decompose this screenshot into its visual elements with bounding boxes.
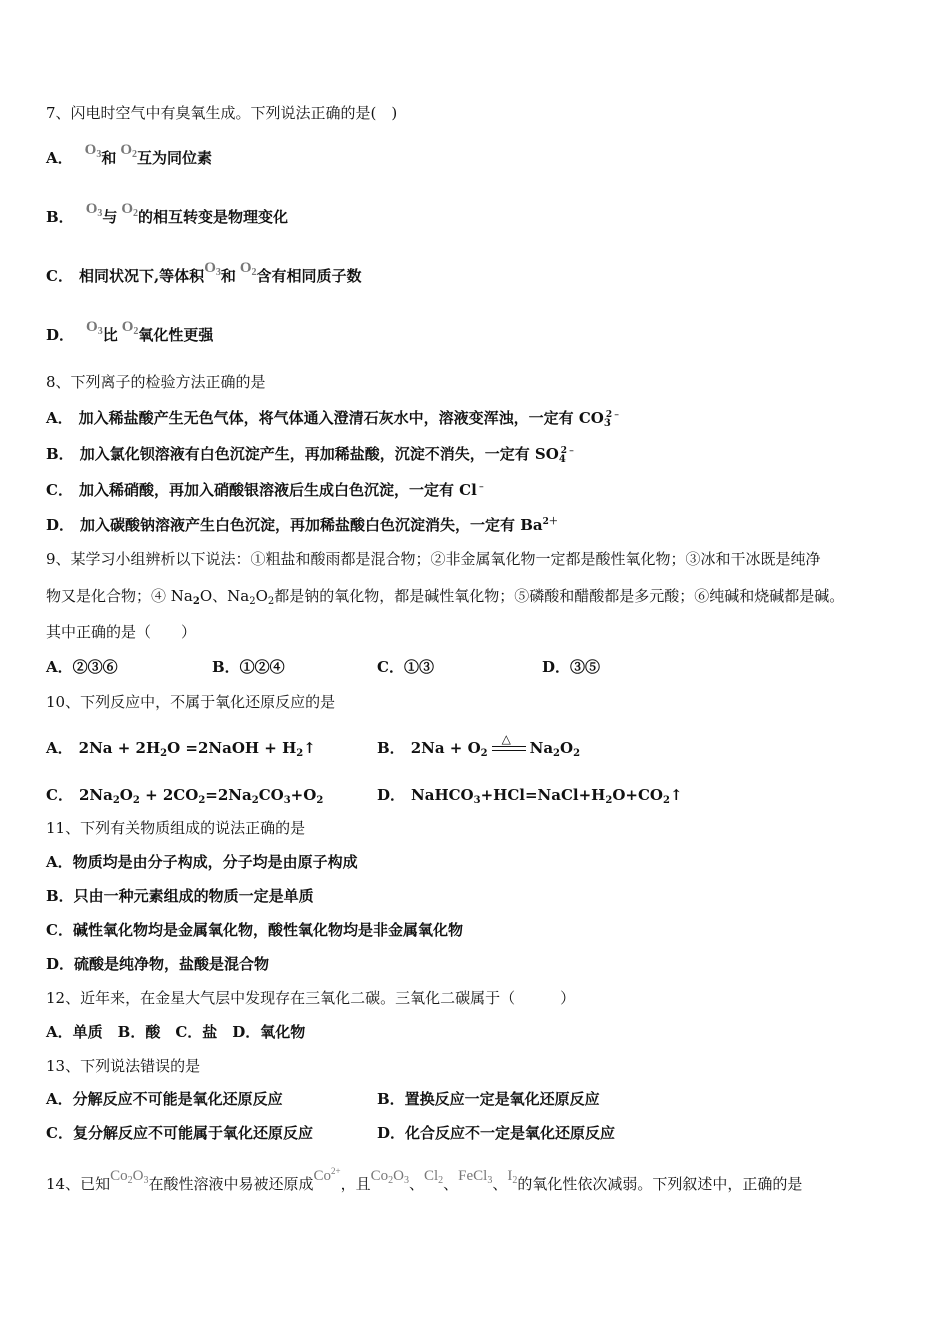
formula-co2o3: $Co_2O_3$ [110, 1168, 149, 1186]
q8-option-d: D． 加入碳酸钠溶液产生白色沉淀，再加稀盐酸白色沉淀消失，一定有 $Ba^{2+}$ [46, 516, 558, 534]
q7-option-a: A． $O_3$和 $O_2$互为同位素 [46, 142, 213, 167]
formula-co2o3: $Co_2O_3$ [370, 1168, 409, 1186]
q8-option-c: C． 加入稀硝酸，再加入硝酸银溶液后生成白色沉淀，一定有 Cl﹣ [46, 481, 486, 499]
q12-options: A．单质 B．酸 C．盐 D．氧化物 [46, 1023, 306, 1041]
q13-option-b: B．置换反应一定是氧化还原反应 [377, 1090, 600, 1108]
formula-cl2: $Cl_2$ [423, 1168, 444, 1186]
formula-co2plus: $Co^{2+}$ [313, 1166, 341, 1184]
q8-option-a: A． 加入稀盐酸产生无色气体，将气体通入澄清石灰水中，溶液变浑浊，一定有 $CO_3^{2﹣}$ [46, 409, 622, 429]
q7-option-c: C． 相同状况下,等体积$O_3$和 $O_2$含有相同质子数 [46, 260, 362, 285]
formula-i2: $I_2$ [507, 1168, 518, 1186]
q8-option-b: B． 加入氯化钡溶液有白色沉淀产生，再加稀盐酸，沉淀不消失，一定有 $SO_4^{2﹣}$ [46, 445, 577, 465]
q9-stem-line1: 9、某学习小组辨析以下说法：①粗盐和酸雨都是混合物；②非金属氧化物一定都是酸性氧化物；③冰和干冰既是纯净 [46, 550, 821, 568]
q13-option-c: C．复分解反应不可能属于氧化还原反应 [46, 1124, 313, 1142]
formula-o2: $O_2$ [121, 201, 139, 219]
q11-option-c: C．碱性氧化物均是金属氧化物，酸性氧化物均是非金属氧化物 [46, 921, 463, 939]
q11-option-d: D．硫酸是纯净物，盐酸是混合物 [46, 955, 270, 973]
q10-option-b: B． $2Na + O_2$ △ $Na_2O_2$ [377, 738, 580, 764]
q10-option-a: A． $2Na + 2H_2O$ =2NaOH + $H_2↑$ [46, 739, 316, 759]
heating-arrow [492, 732, 526, 759]
formula-o3: $O_3$ [84, 142, 102, 160]
formula-o3: $O_3$ [204, 260, 221, 278]
q10-option-d: D． $NaHCO_3+HCl=NaCl+H_2O+CO_2↑$ [377, 786, 683, 806]
q11-stem: 11、下列有关物质组成的说法正确的是 [46, 819, 306, 837]
q10-stem: 10、下列反应中，不属于氧化还原反应的是 [46, 693, 336, 711]
q13-option-d: D．化合反应不一定是氧化还原反应 [377, 1124, 616, 1142]
q10-option-c: C． $2Na_2O_2 + 2CO_2=2Na_2CO_3+O_2$ [46, 786, 324, 806]
q9-stem-line3: 其中正确的是（ ） [46, 623, 197, 641]
heat-triangle-icon: △ [501, 732, 511, 746]
q11-option-b: B．只由一种元素组成的物质一定是单质 [46, 887, 314, 905]
q13-option-a: A．分解反应不可能是氧化还原反应 [46, 1090, 283, 1108]
formula-o2: $O_2$ [239, 260, 257, 278]
formula-o3: $O_3$ [86, 319, 103, 337]
q13-stem: 13、下列说法错误的是 [46, 1057, 201, 1075]
q9-option-c: C．①③ [377, 658, 434, 676]
q12-stem: 12、近年来，在金星大气层中发现存在三氧化二碳。三氧化二碳属于（ ） [46, 989, 576, 1007]
formula-fecl3: FeCl$_3$ [458, 1168, 493, 1186]
formula-o3: $O_3$ [85, 201, 103, 219]
formula-o2: $O_2$ [121, 319, 139, 337]
q9-option-d: D．③⑤ [542, 658, 601, 676]
q7-option-b: B． $O_3$与 $O_2$的相互转变是物理变化 [46, 201, 289, 226]
formula-o2: $O_2$ [120, 142, 137, 160]
q14-stem: 14、已知$Co_2O_3$在酸性溶液中易被还原成$Co^{2+}$，且$Co_2O_3$、$Cl_2$、FeCl$_3$、$I_2$的氧化性依次减弱。下列叙述中，正确的是 [46, 1166, 803, 1193]
q8-stem: 8、下列离子的检验方法正确的是 [46, 373, 266, 391]
q11-option-a: A．物质均是由分子构成，分子均是由原子构成 [46, 853, 358, 871]
q9-option-a: A．②③⑥ [46, 658, 118, 676]
q7-option-d: D． $O_3$比 $O_2$氧化性更强 [46, 319, 214, 344]
q9-option-b: B．①②④ [212, 658, 285, 676]
q9-stem-line2: 物又是化合物；④ $Na_2O$、$Na_2O_2$都是钠的氧化物，都是碱性氧化物；⑤磷酸和醋酸都是多元酸；⑥纯碱和烧碱都是碱。 [46, 587, 845, 607]
q7-stem: 7、闪电时空气中有臭氧生成。下列说法正确的是( ) [46, 104, 398, 122]
